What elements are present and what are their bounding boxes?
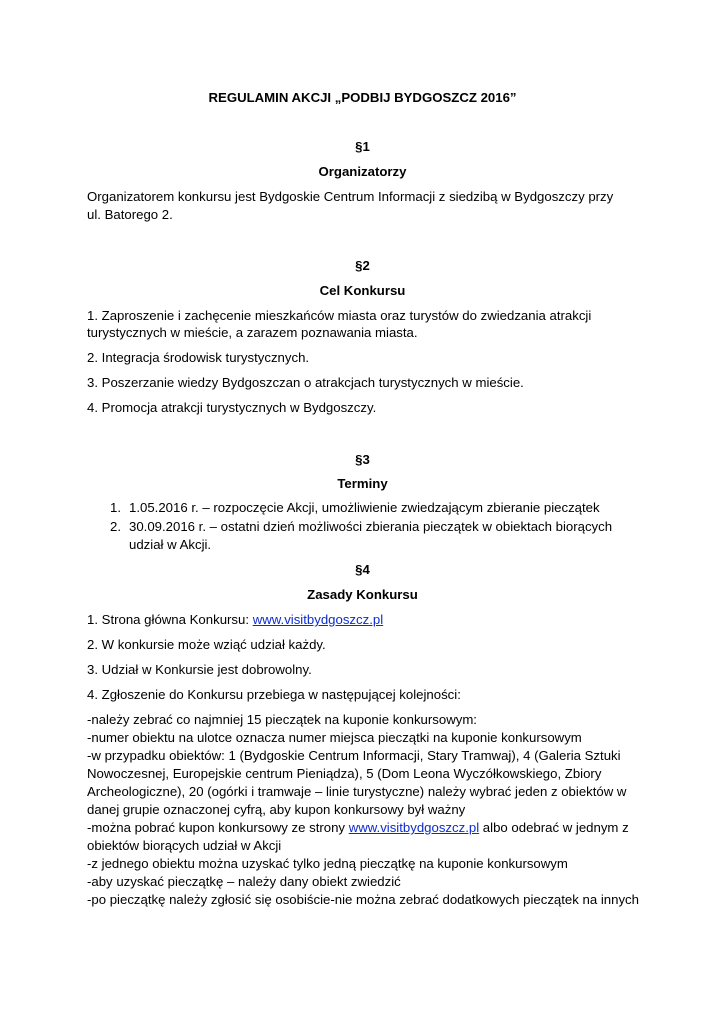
section-4-text-line: 4. Zgłoszenie do Konkursu przebiega w następującej kolejności:	[87, 687, 461, 702]
list-item-number: 1.	[110, 500, 121, 515]
rule-line: -po pieczątkę należy zgłosić się osobiście-nie można zebrać dodatkowych pieczątek na innych	[87, 892, 639, 907]
section-1-text-line: Organizatorem konkursu jest Bydgoskie Centrum Informacji z siedzibą w Bydgoszczy przy	[87, 189, 614, 204]
section-2-number: §2	[355, 258, 370, 273]
section-2-heading: Cel Konkursu	[319, 283, 406, 298]
section-2-text-line: 3. Poszerzanie wiedzy Bydgoszczan o atrakcjach turystycznych w mieście.	[87, 375, 524, 390]
document-title: REGULAMIN AKCJI „PODBIJ BYDGOSZCZ 2016”	[208, 90, 517, 105]
section-3-number: §3	[355, 452, 370, 467]
rule-line: -aby uzyskać pieczątkę – należy dany obiekt zwiedzić	[87, 874, 401, 889]
section-2-text-line: turystycznych w mieście, a zarazem poznawania miasta.	[87, 325, 418, 340]
coupon-pickup-text: albo odebrać w jednym z	[479, 820, 629, 835]
coupon-download-text: -można pobrać kupon konkursowy ze strony	[87, 820, 349, 835]
section-1-text-line: ul. Batorego 2.	[87, 207, 173, 222]
homepage-label: 1. Strona główna Konkursu:	[87, 612, 253, 627]
section-4-text-line: 2. W konkursie może wziąć udział każdy.	[87, 637, 326, 652]
rule-line: -z jednego obiektu można uzyskać tylko jedną pieczątkę na kuponie konkursowym	[87, 856, 568, 871]
section-3-heading: Terminy	[337, 476, 388, 491]
section-4-heading: Zasady Konkursu	[307, 587, 418, 602]
list-item-text: 1.05.2016 r. – rozpoczęcie Akcji, umożliwienie zwiedzającym zbieranie pieczątek	[129, 500, 600, 515]
rule-line	[87, 819, 629, 837]
section-2-text-line: 4. Promocja atrakcji turystycznych w Bydgoszczy.	[87, 400, 377, 415]
rule-line: Archeologiczne), 20 (ogórki i tramwaje – linie turystyczne) należy wybrać jeden z obiektów w	[87, 784, 627, 799]
section-4-text-line: 3. Udział w Konkursie jest dobrowolny.	[87, 662, 312, 677]
rule-line: -numer obiektu na ulotce oznacza numer miejsca pieczątki na kuponie konkursowym	[87, 730, 582, 745]
rule-line: Nowoczesnej, Europejskie centrum Pieniądza), 5 (Dom Leona Wyczółkowskiego, Zbiory	[87, 766, 602, 781]
rule-line: -w przypadku obiektów: 1 (Bydgoskie Centrum Informacji, Stary Tramwaj), 4 (Galeria Sztuki	[87, 748, 621, 763]
homepage-link[interactable]: www.visitbydgoszcz.pl	[252, 612, 384, 627]
section-2-text-line: 1. Zaproszenie i zachęcenie mieszkańców miasta oraz turystów do zwiedzania atrakcji	[87, 308, 592, 323]
rule-line: obiektów biorących udział w Akcji	[87, 838, 282, 853]
rule-line: danej grupie oznaczonej cyfrą, aby kupon konkursowy był ważny	[87, 802, 466, 817]
rule-line: -należy zebrać co najmniej 15 pieczątek na kuponie konkursowym:	[87, 712, 477, 727]
coupon-download-link[interactable]: www.visitbydgoszcz.pl	[348, 820, 480, 835]
section-4-number: §4	[355, 562, 370, 577]
list-item-text: 30.09.2016 r. – ostatni dzień możliwości zbierania pieczątek w obiektach biorących	[129, 519, 613, 534]
section-1-number: §1	[355, 139, 370, 154]
section-2-text-line: 2. Integracja środowisk turystycznych.	[87, 350, 310, 365]
section-4-text-line	[87, 611, 383, 629]
section-1-heading: Organizatorzy	[318, 164, 407, 179]
list-item-text: udział w Akcji.	[129, 537, 212, 552]
list-item-number: 2.	[110, 519, 121, 534]
